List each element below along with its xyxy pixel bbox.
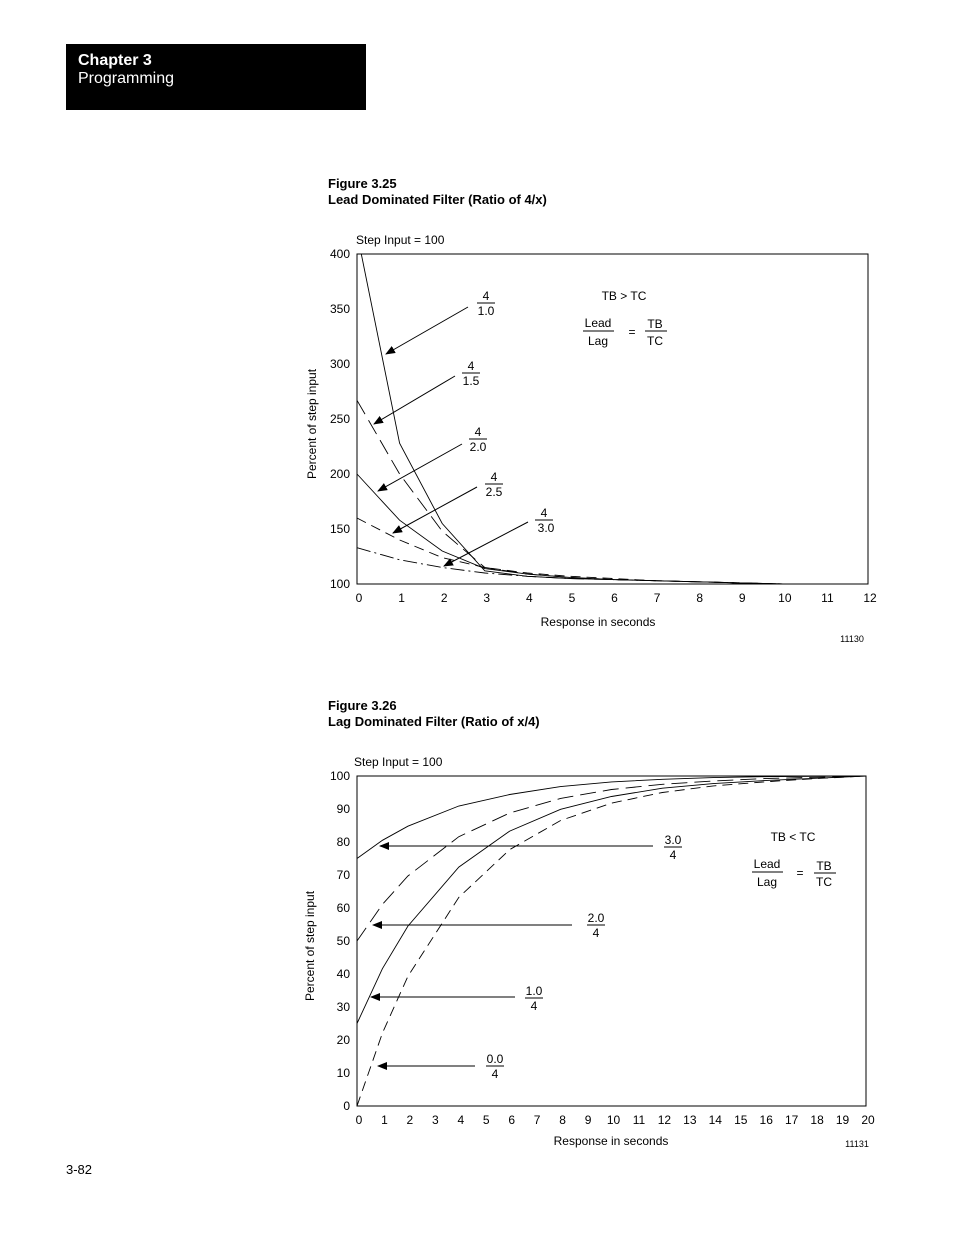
- ratio-numerator: 4: [482, 289, 490, 303]
- x-tick-label: 1: [381, 1113, 388, 1127]
- ratio-label-2: [373, 911, 605, 940]
- y-tick-label: 90: [336, 802, 350, 816]
- x-tick-label: 9: [738, 591, 746, 605]
- y-tick-label: 20: [336, 1033, 350, 1047]
- formula-tb: TB: [647, 317, 663, 331]
- series-lines: [357, 254, 783, 584]
- chart-lag-dominated: [303, 755, 875, 1149]
- figure-title: Lead Dominated Filter (Ratio of 4/x): [328, 192, 547, 207]
- series-line-4-2-0: [357, 474, 783, 584]
- y-tick-label: 400: [329, 247, 350, 261]
- x-tick-label: 16: [759, 1113, 773, 1127]
- x-tick-label: 13: [683, 1113, 697, 1127]
- x-tick-label: 11: [821, 591, 834, 605]
- arrow-pointer: [378, 444, 462, 491]
- series-line-2-0-4: [357, 776, 866, 941]
- ratio-numerator: 4: [540, 506, 548, 520]
- y-tick-label: 60: [336, 901, 350, 915]
- step-input-label: Step Input = 100: [354, 755, 443, 769]
- y-tick-label: 250: [329, 412, 350, 426]
- x-tick-labels: [356, 1113, 875, 1127]
- y-axis-label: Percent of step input: [305, 368, 319, 480]
- x-tick-label: 19: [835, 1113, 850, 1127]
- y-tick-label: 350: [329, 302, 350, 316]
- ratio-label-3: [371, 984, 543, 1013]
- ratio-denominator: 2.0: [469, 440, 487, 454]
- plot-frame: [357, 254, 868, 584]
- x-tick-label: 7: [533, 1113, 541, 1127]
- y-tick-label: 10: [336, 1066, 350, 1080]
- y-tick-labels: [330, 247, 350, 591]
- formula-equals: =: [796, 866, 804, 880]
- y-tick-label: 80: [336, 835, 350, 849]
- relation-label: TB < TC: [770, 830, 816, 844]
- y-tick-label: 0: [343, 1099, 350, 1113]
- series-line-4-1-5: [357, 400, 783, 584]
- series-line-4-2-5: [357, 518, 783, 584]
- chart-lead-dominated: [305, 233, 877, 644]
- ratio-denominator: 1.0: [477, 304, 495, 318]
- series-line-4-1-0: [361, 254, 783, 584]
- series-line-1-0-4: [357, 776, 866, 1024]
- x-tick-label: 4: [457, 1113, 465, 1127]
- ratio-numerator: 4: [490, 470, 498, 484]
- x-tick-label: 4: [525, 591, 533, 605]
- ratio-numerator: 3.0: [664, 833, 682, 847]
- ratio-denominator: 4: [592, 926, 600, 940]
- ratio-label-4: [393, 470, 503, 533]
- series-line-0-0-4: [357, 776, 866, 1106]
- formula-tb: TB: [816, 859, 832, 873]
- x-tick-label: 17: [784, 1113, 799, 1127]
- plot-frame: [357, 776, 866, 1106]
- y-tick-label: 100: [329, 769, 350, 783]
- figure-title: Lag Dominated Filter (Ratio of x/4): [328, 714, 540, 729]
- x-tick-label: 3: [432, 1113, 439, 1127]
- formula-lead: Lead: [584, 316, 612, 330]
- x-tick-label: 6: [611, 591, 618, 605]
- formula-lag: Lag: [756, 875, 778, 889]
- ratio-numerator: 4: [474, 425, 482, 439]
- ratio-label-5: [444, 506, 555, 566]
- x-tick-label: 12: [863, 591, 877, 605]
- figure-id: 11131: [845, 1139, 869, 1149]
- ratio-denominator: 2.5: [485, 485, 503, 499]
- ratio-label-3: [378, 425, 487, 491]
- x-axis-label: Response in seconds: [553, 1134, 669, 1148]
- ratio-numerator: 0.0: [486, 1052, 504, 1066]
- x-tick-label: 0: [355, 591, 363, 605]
- figure-number: Figure 3.25: [328, 176, 397, 191]
- x-tick-label: 10: [778, 591, 792, 605]
- arrow-pointer: [386, 307, 468, 354]
- x-tick-label: 2: [406, 1113, 414, 1127]
- y-tick-label: 70: [336, 868, 350, 882]
- formula-equals: =: [628, 325, 636, 339]
- arrow-pointer: [393, 487, 477, 533]
- x-tick-label: 18: [810, 1113, 824, 1127]
- x-tick-label: 12: [657, 1113, 672, 1127]
- formula-tc: TC: [816, 875, 832, 889]
- x-axis-label: Response in seconds: [540, 615, 656, 629]
- formula-tc: TC: [647, 334, 663, 348]
- lead-lag-formula: [583, 316, 667, 348]
- y-tick-label: 50: [336, 934, 350, 948]
- formula-lead: Lead: [753, 857, 781, 871]
- x-tick-label: 10: [606, 1113, 621, 1127]
- y-tick-label: 40: [336, 967, 350, 981]
- formula-lag: Lag: [587, 334, 609, 348]
- ratio-label-4: [378, 1052, 504, 1081]
- x-tick-label: 8: [559, 1113, 566, 1127]
- y-tick-label: 150: [329, 522, 350, 536]
- y-tick-label: 300: [329, 357, 350, 371]
- x-tick-label: 6: [508, 1113, 516, 1127]
- y-tick-label: 100: [329, 577, 350, 591]
- x-tick-label: 20: [861, 1113, 875, 1127]
- figure-id: 11130: [840, 634, 864, 644]
- x-tick-label: 5: [568, 591, 576, 605]
- lead-lag-formula: [752, 857, 836, 889]
- y-tick-label: 30: [336, 1000, 350, 1014]
- x-tick-label: 5: [482, 1113, 490, 1127]
- x-tick-label: 8: [696, 591, 704, 605]
- ratio-denominator: 1.5: [462, 374, 480, 388]
- ratio-numerator: 4: [467, 359, 475, 373]
- ratio-numerator: 1.0: [525, 984, 543, 998]
- figure-number: Figure 3.26: [328, 698, 397, 713]
- x-tick-label: 9: [584, 1113, 592, 1127]
- ratio-denominator: 4: [491, 1067, 499, 1081]
- series-lines: [357, 776, 866, 1106]
- step-input-label: Step Input = 100: [356, 233, 445, 247]
- ratio-label-2: [374, 359, 480, 424]
- x-tick-label: 14: [708, 1113, 722, 1127]
- x-tick-label: 15: [734, 1113, 748, 1127]
- x-tick-label: 3: [483, 591, 491, 605]
- x-tick-labels: [356, 591, 877, 605]
- chapter-title: Chapter 3: [78, 52, 152, 69]
- y-tick-label: 200: [329, 467, 350, 481]
- y-tick-labels: [330, 769, 350, 1113]
- relation-label: TB > TC: [601, 289, 647, 303]
- arrow-pointer: [374, 376, 455, 424]
- y-axis-label: Percent of step input: [303, 890, 317, 1002]
- ratio-denominator: 3.0: [537, 521, 555, 535]
- ratio-denominator: 4: [669, 848, 677, 862]
- ratio-denominator: 4: [530, 999, 538, 1013]
- x-tick-label: 0: [355, 1113, 363, 1127]
- x-tick-label: 2: [440, 591, 448, 605]
- ratio-label-1: [386, 289, 495, 354]
- chapter-section: Programming: [78, 70, 175, 87]
- x-tick-label: 7: [653, 591, 661, 605]
- page-number: 3-82: [66, 1162, 93, 1177]
- x-tick-label: 11: [632, 1113, 646, 1127]
- ratio-numerator: 2.0: [587, 911, 605, 925]
- x-tick-label: 1: [398, 591, 405, 605]
